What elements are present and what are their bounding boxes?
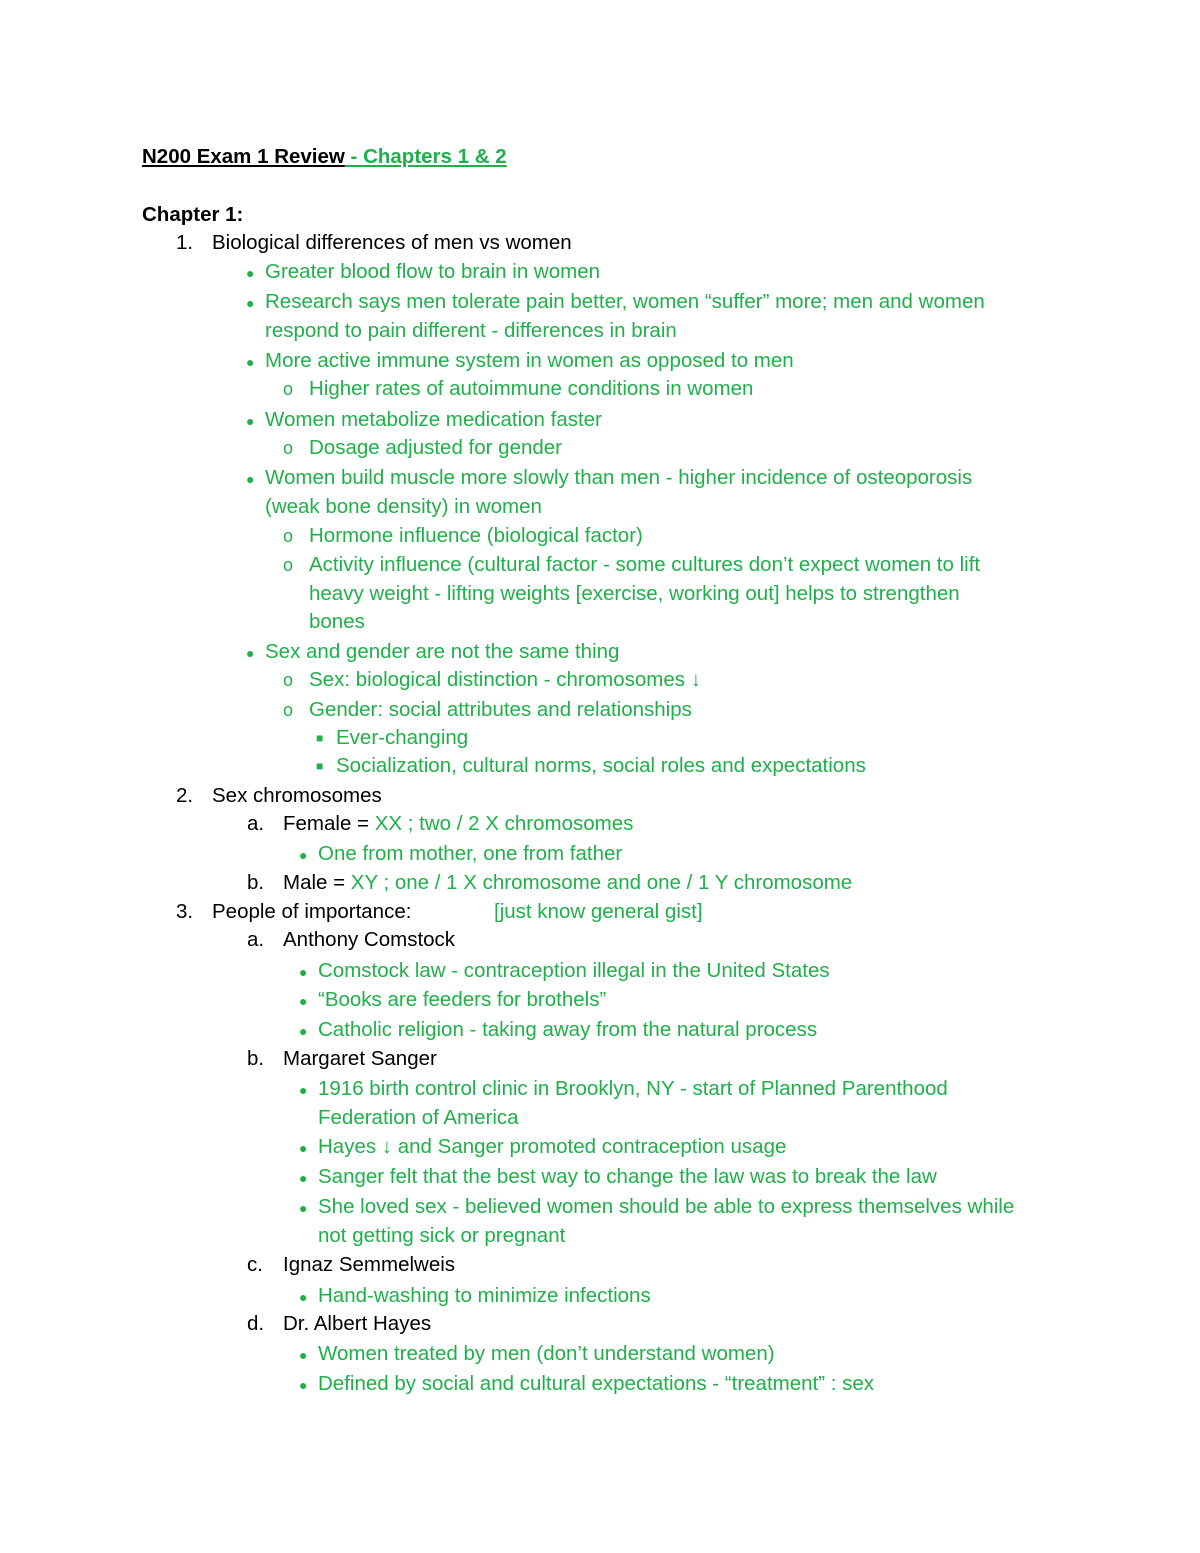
circle-bullet-icon: o [283, 670, 294, 690]
list-item: Defined by social and cultural expectations - “treatment” : sex [318, 1372, 875, 1395]
list-item: Sex: biological distinction - chromosomes ↓ [309, 668, 701, 691]
bullet-icon: ● [299, 1347, 308, 1363]
female-label: Female = [283, 812, 375, 835]
list-item: Hormone influence (biological factor) [309, 524, 643, 547]
bullet-icon: ● [299, 1082, 308, 1098]
list-item-continuation: Federation of America [318, 1106, 519, 1129]
list-item: 1916 birth control clinic in Brooklyn, NY - start of Planned Parenthood [318, 1077, 948, 1100]
list-item: Women metabolize medication faster [265, 408, 602, 431]
circle-bullet-icon: o [283, 379, 294, 399]
list-item: Women treated by men (don’t understand women) [318, 1342, 775, 1365]
list-item: More active immune system in women as opposed to men [265, 349, 794, 372]
list-number: 3. [176, 900, 194, 923]
list-item: Sex and gender are not the same thing [265, 640, 620, 663]
list-number: 2. [176, 784, 194, 807]
bullet-icon: ● [299, 1377, 308, 1393]
circle-bullet-icon: o [283, 438, 294, 458]
list-item: Margaret Sanger [283, 1047, 437, 1070]
list-item: One from mother, one from father [318, 842, 623, 865]
male-value: XY ; one / 1 X chromosome and one / 1 Y chromosome [350, 871, 853, 894]
list-item: Ever-changing [336, 726, 469, 749]
bullet-icon: ● [246, 265, 255, 281]
list-item [283, 810, 633, 838]
title-main: N200 Exam 1 Review [142, 145, 345, 168]
list-item: Gender: social attributes and relationships [309, 698, 692, 721]
list-item: Women build muscle more slowly than men - higher incidence of osteoporosis [265, 466, 973, 489]
bullet-icon: ● [299, 1140, 308, 1156]
title-subtitle: Chapters 1 & 2 [363, 145, 507, 168]
bullet-icon: ● [246, 354, 255, 370]
bullet-icon: ● [299, 1200, 308, 1216]
note-text: [just know general gist] [494, 900, 703, 923]
bullet-icon: ● [299, 993, 308, 1009]
bullet-icon: ● [299, 847, 308, 863]
list-number: 1. [176, 231, 194, 254]
list-item: Catholic religion - taking away from the natural process [318, 1018, 818, 1041]
list-item: Higher rates of autoimmune conditions in women [309, 377, 754, 400]
title-separator: - [344, 145, 364, 168]
list-letter: b. [247, 871, 265, 894]
list-item: People of importance: [212, 900, 412, 923]
list-item: Greater blood flow to brain in women [265, 260, 601, 283]
bullet-icon: ● [299, 1289, 308, 1305]
bullet-icon: ● [299, 1170, 308, 1186]
circle-bullet-icon: o [283, 526, 294, 546]
male-label: Male = [283, 871, 351, 894]
list-item-continuation: heavy weight - lifting weights [exercise, working out] helps to strengthen [309, 582, 960, 605]
list-item: Dr. Albert Hayes [283, 1312, 432, 1335]
list-item: Activity influence (cultural factor - some cultures don’t expect women to lift [309, 553, 981, 576]
list-letter: b. [247, 1047, 265, 1070]
list-item: Socialization, cultural norms, social roles and expectations [336, 754, 866, 777]
list-item: Ignaz Semmelweis [283, 1253, 456, 1276]
circle-bullet-icon: o [283, 700, 294, 720]
list-letter: a. [247, 928, 265, 951]
list-item [283, 869, 852, 897]
list-item: Research says men tolerate pain better, women “suffer” more; men and women [265, 290, 985, 313]
list-item: “Books are feeders for brothels” [318, 988, 607, 1011]
list-letter: c. [247, 1253, 263, 1276]
list-item: Sanger felt that the best way to change the law was to break the law [318, 1165, 937, 1188]
list-item: Hand-washing to minimize infections [318, 1284, 651, 1307]
bullet-icon: ● [299, 964, 308, 980]
female-value: XX ; two / 2 X chromosomes [374, 812, 634, 835]
list-item: Biological differences of men vs women [212, 231, 572, 254]
bullet-icon: ● [246, 645, 255, 661]
list-item-continuation: bones [309, 610, 365, 633]
square-bullet-icon: ■ [316, 759, 324, 773]
list-item: Sex chromosomes [212, 784, 382, 807]
list-item: Hayes ↓ and Sanger promoted contraception usage [318, 1135, 787, 1158]
bullet-icon: ● [246, 413, 255, 429]
list-item: Dosage adjusted for gender [309, 436, 563, 459]
bullet-icon: ● [246, 471, 255, 487]
bullet-icon: ● [246, 295, 255, 311]
list-item: Anthony Comstock [283, 928, 456, 951]
list-item: Comstock law - contraception illegal in the United States [318, 959, 830, 982]
circle-bullet-icon: o [283, 555, 294, 575]
list-item-continuation: respond to pain different - differences in brain [265, 319, 677, 342]
list-item-continuation: (weak bone density) in women [265, 495, 542, 518]
square-bullet-icon: ■ [316, 731, 324, 745]
document-title [142, 143, 507, 171]
chapter-heading: Chapter 1: [142, 203, 244, 226]
list-letter: a. [247, 812, 265, 835]
list-item: She loved sex - believed women should be able to express themselves while [318, 1195, 1015, 1218]
list-letter: d. [247, 1312, 265, 1335]
list-item-continuation: not getting sick or pregnant [318, 1224, 566, 1247]
bullet-icon: ● [299, 1023, 308, 1039]
